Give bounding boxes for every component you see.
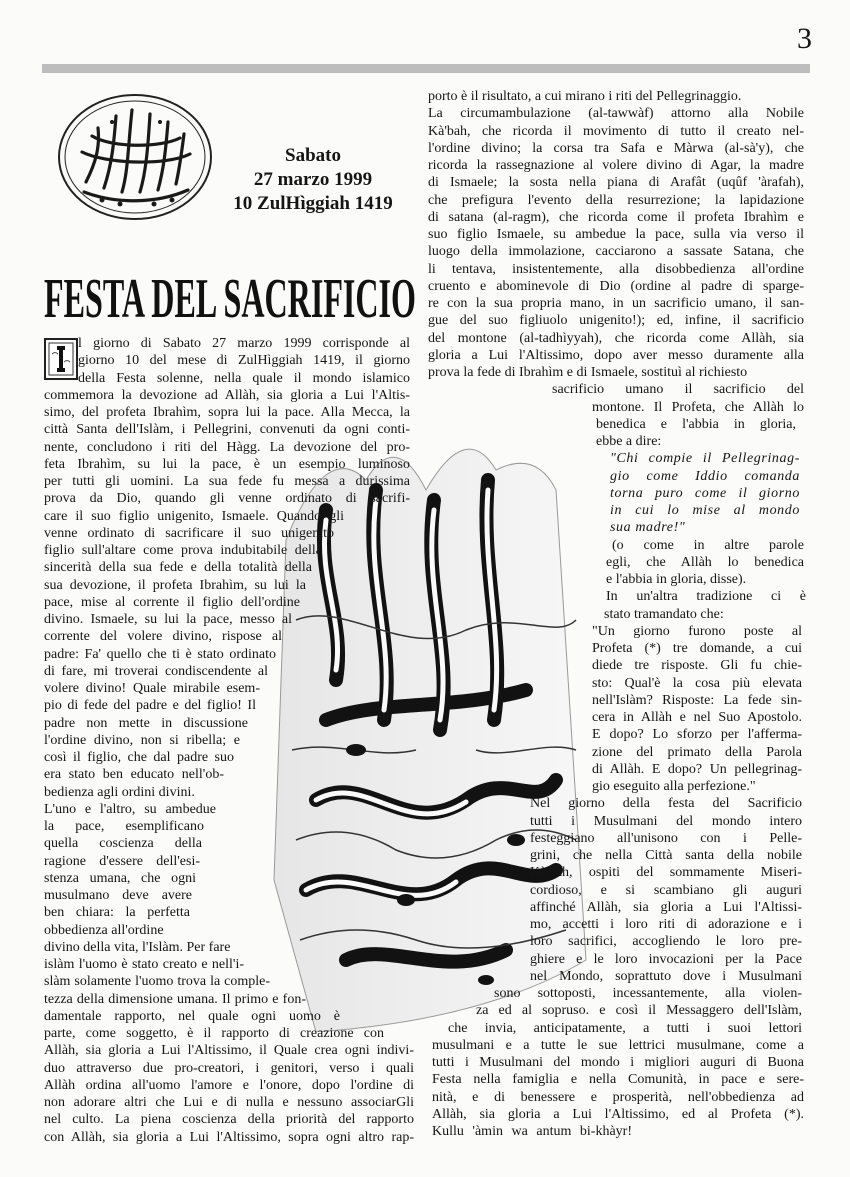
right-column-line: sto: Qual'è la cosa più elevata xyxy=(592,675,802,691)
right-column-line: "Chi compie il Pellegrinag- xyxy=(610,451,800,467)
left-column-line: ben chiara: la perfetta xyxy=(44,905,190,921)
left-column-line: islàm l'uomo è stato creato e nell'i- xyxy=(44,957,244,972)
date-block xyxy=(214,144,412,216)
left-column-line: Allàh, sia gloria a Lui l'Altissimo, il Quale crea ogni indivi- xyxy=(44,1043,414,1059)
right-column-line: tutti i Musulmani del mondo intero xyxy=(530,813,802,829)
right-column-line: za ed al sopruso. e così il Messaggero dell'Islàm, xyxy=(476,1003,802,1019)
left-column-line: obbedienza all'ordine xyxy=(44,922,164,938)
right-column-line: benedica e l'abbia in gloria, xyxy=(596,416,796,432)
right-column-line: porto è il risultato, a cui mirano i riti del Pellegrinaggio. xyxy=(428,89,742,104)
right-column-line: nell'Islàm? Risposte: La fede sin- xyxy=(592,692,802,708)
left-column-line: figlio sull'altare come prova indubitabile della xyxy=(44,543,322,558)
right-column-line: prova la fede di Ibrahìm e di Ismaele, sostituì al richiesto xyxy=(428,365,748,380)
right-column-line: di Ismaele; la sosta nella piana di Arafât (uqûf 'àrafah), xyxy=(428,175,804,191)
right-column-line: festeggiano all'unisono con i Pelle- xyxy=(530,830,802,846)
right-column-line: Nel giorno della festa del Sacrificio xyxy=(530,796,802,812)
right-column-line: cera in Allàh e nel Suo Apostolo. xyxy=(592,710,802,725)
right-column-line: mo, accetti i loro riti di adorazione e i xyxy=(530,917,802,932)
date-weekday: Sabato xyxy=(285,145,341,166)
right-column-line: ghiere e le loro invocazioni per la Pace xyxy=(530,951,802,967)
right-column-line: sua madre!" xyxy=(610,520,686,536)
left-column-line: l'ordine divino, non si ribella; e xyxy=(44,732,240,748)
left-column-line: per tutti gli uomini. La sua fede fu messa a durissima xyxy=(44,474,410,489)
left-column-line: non adorare altri che Lui e di nulla e nessuno associarGli xyxy=(44,1095,414,1110)
left-column-line: Allàh ordina all'uomo l'amore e l'onore, dopo l'ordine di xyxy=(44,1077,414,1093)
right-column-line: affinché Allàh, sia gloria a Lui l'Altissi- xyxy=(530,899,802,915)
left-column-line: quella coscienza della xyxy=(44,836,202,852)
left-column-line: corrente del volere divino, rispose al xyxy=(44,629,282,645)
right-column-line: "Un giorno furono poste al xyxy=(592,623,802,639)
right-column-line: egli, che Allàh lo benedica xyxy=(606,554,804,570)
right-column-line: cordioso, e si scambiano gli auguri xyxy=(530,882,802,898)
left-column-line: giorno 10 del mese di ZulHìggiah 1419, il giorno xyxy=(78,353,410,369)
left-column-line: damentale rapporto, nel quale ogni uomo è xyxy=(44,1008,340,1024)
right-column-line: ricorda la rassegnazione al volere divino di Agar, la madre xyxy=(428,158,804,173)
left-column-line: divino della vita, l'Islàm. Per fare xyxy=(44,939,231,955)
left-column-line: era stato ben educato nell'ob- xyxy=(44,767,224,783)
right-column-line: nel Mondo, soprattuto dove i Musulmani xyxy=(530,968,802,984)
left-column-line: padre: Fa' quello che ti è stato ordinato xyxy=(44,646,276,662)
drop-cap-glyph xyxy=(46,340,76,378)
left-column-line: della Festa solenne, nella quale il mondo islamico xyxy=(78,370,410,386)
right-column-line: gio come Iddio comanda xyxy=(610,468,800,484)
left-column-line: L'uno e l'altro, su ambedue xyxy=(44,801,216,817)
right-column-line: di Allàh. E dopo? Un pellegrinag- xyxy=(592,761,802,777)
right-column-line: cruento e abominevole di Dio (ordine al padre di sparge- xyxy=(428,278,804,294)
left-column-line: ragione d'essere dell'esi- xyxy=(44,853,200,869)
right-column-line: zione del primato della Parola xyxy=(592,744,802,760)
date-hijri: 10 ZulHìggiah 1419 xyxy=(233,193,393,214)
right-column-line: di satana (al-ragm), che ricorda come il profeta Ibrahìm e xyxy=(428,209,804,225)
left-column-line: commemora la devozione ad Allàh, sia gloria a Lui l'Altis- xyxy=(44,387,410,403)
right-column-line: tutti i Musulmani del mondo i migliori auguri di Buona xyxy=(432,1055,804,1070)
left-column-line: feta Ibrahìm, su lui la pace, è un esempio luminoso xyxy=(44,456,410,472)
page-title-text: FESTA DEL SACRIFICIO xyxy=(44,268,416,329)
left-column-line: duo attraverso due pro-creatori, i genitori, verso i quali xyxy=(44,1060,414,1076)
right-column-line: Kullu 'àmin wa antum bi-khàyr! xyxy=(432,1124,632,1139)
right-column-line: (o come in altre parole xyxy=(612,537,804,553)
left-column-line: pace, mise al corrente il figlio dell'ordine xyxy=(44,594,300,610)
left-column-line: bedienza agli ordini divini. xyxy=(44,784,195,800)
right-column-line: loro sacrifici, accogliendo le loro pre- xyxy=(530,934,802,950)
right-column-line: luogo della immolazione, cacciarono a sassate Satana, che xyxy=(428,244,804,260)
right-column-line: montone. Il Profeta, che Allàh lo xyxy=(592,399,804,415)
right-column-line: Kà'bah, ospiti del sommamente Miseri- xyxy=(530,865,802,881)
left-column-line: prova da Dio, quando gli venne ordinato di sacrifi- xyxy=(44,491,410,507)
right-column-line: sono sottoposti, incessantemente, alla violen- xyxy=(494,986,802,1001)
right-column-line: diede tre risposte. Gli fu chie- xyxy=(592,658,802,674)
left-column-line: di fare, mi troverai condiscendente al xyxy=(44,663,268,679)
right-column-line: Profeta (*) tre domande, a cui xyxy=(592,641,802,656)
right-column-line: che prefigura l'evento della resurrezione; la lapidazione xyxy=(428,192,804,208)
page-title xyxy=(40,263,420,329)
left-column-line: divino. Ismaele, su lui la pace, messo al xyxy=(44,612,292,627)
right-column-line: in cui lo mise al mondo xyxy=(610,503,800,518)
right-column-line: gloria a Lui l'Altissimo, dopo aver messo duramente alla xyxy=(428,347,804,363)
right-column-line: torna puro come il giorno xyxy=(610,485,800,501)
right-column-line: re con la sua propria mano, in un sacrificio umano, il san- xyxy=(428,296,804,311)
left-column-line: stenza umana, che ogni xyxy=(44,870,196,886)
right-column-line: nità, e di benessere e prosperità, nell'obbedienza ad xyxy=(432,1089,804,1105)
left-column-line: con Allàh, sia gloria a Lui l'Altissimo, sopra ogni altro rap- xyxy=(44,1129,414,1145)
left-column-line: sua devozione, il profeta Ibrahìm, su lui la xyxy=(44,577,306,593)
left-column-line: venne ordinato di sacrificare il suo unigenito xyxy=(44,525,334,541)
header-rule xyxy=(42,64,810,73)
right-column-line: l'ordine divino; la corsa tra Safa e Màrwa (al-sà'y), che xyxy=(428,140,804,156)
left-column-line: tezza della dimensione umana. Il primo e fon- xyxy=(44,991,306,1007)
date-gregorian: 27 marzo 1999 xyxy=(253,169,373,190)
right-column-line: che invia, anticipatamente, a tutti i suoi lettori xyxy=(448,1020,802,1036)
right-column-line: Kà'bah, che ricorda il movimento di tutto il creato nel- xyxy=(428,123,804,139)
right-column-line: grini, che nella Città santa della nobile xyxy=(530,848,802,863)
left-column-line: l giorno di Sabato 27 marzo 1999 corrisponde al xyxy=(78,336,410,351)
right-column-line: In un'altra tradizione ci è xyxy=(606,589,806,605)
right-column-line: E dopo? Lo sforzo per l'afferma- xyxy=(592,727,802,743)
left-column-line: sincerità della sua fede e della totalità della xyxy=(44,560,312,576)
right-column-line: suo figlio Ismaele, su ambedue la pace, sulla via verso il xyxy=(428,227,804,242)
left-column-line: città Santa dell'Islàm, i Pellegrini, convenuti da ogni conti- xyxy=(44,422,410,438)
right-column-line: e l'abbia in gloria, disse). xyxy=(606,572,747,587)
left-column-line: musulmano deve avere xyxy=(44,888,192,903)
drop-cap xyxy=(44,338,78,380)
left-column-line: padre non mette in discussione xyxy=(44,715,248,731)
left-column-line: così il figlio, che dal padre suo xyxy=(44,750,234,765)
left-column-line: la pace, esemplificano xyxy=(44,819,204,834)
left-column-line: simo, del profeta Ibrahìm, sopra lui la pace. Alla Mecca, la xyxy=(44,405,410,420)
right-column-line: ebbe a dire: xyxy=(596,434,662,449)
left-column-line: pio di fede del padre e del figlio! Il xyxy=(44,698,256,714)
right-column-line: musulmani e a tutte le sue lettrici musulmane, come a xyxy=(432,1037,804,1053)
right-column-line: La circumambulazione (al-tawwàf) attorno alla Nobile xyxy=(428,106,804,122)
left-column-line: slàm solamente l'uomo trova la comple- xyxy=(44,974,270,990)
left-column-line: nente, concludono i riti del Hàgg. La devozione del pro- xyxy=(44,439,410,455)
left-column-line: parte, come soggetto, è il rapporto di creazione con xyxy=(44,1026,384,1041)
left-column-line: care il suo figlio unigenito, Ismaele. Quando gli xyxy=(44,508,344,524)
right-column-line: gio eseguito alla perfezione." xyxy=(592,779,756,794)
right-column-line: gue del suo figliuolo unigenito!); ed, infine, il sacrificio xyxy=(428,313,804,329)
right-column-line: del montone (al-tadhìyyah), che ricorda come Allàh, sia xyxy=(428,330,804,346)
right-column-line: li tentava, insistentemente, alla disobbedienza all'ordine xyxy=(428,261,804,277)
right-column-line: sacrificio umano il sacrificio del xyxy=(552,382,804,398)
right-column-line: Allàh, sia gloria a Lui l'Altissimo, ed al Profeta (*). xyxy=(432,1106,804,1122)
page-number: 3 xyxy=(797,22,812,55)
right-column-line: Festa nella famiglia e nella Comunità, in pace e sere- xyxy=(432,1072,804,1088)
calligraphy-seal-image xyxy=(56,92,214,222)
right-column-line: stato tramandato che: xyxy=(604,606,724,622)
left-column-line: nel culto. La piena coscienza della priorità del rapporto xyxy=(44,1112,414,1128)
left-column-line: volere divino! Quale mirabile esem- xyxy=(44,681,260,696)
